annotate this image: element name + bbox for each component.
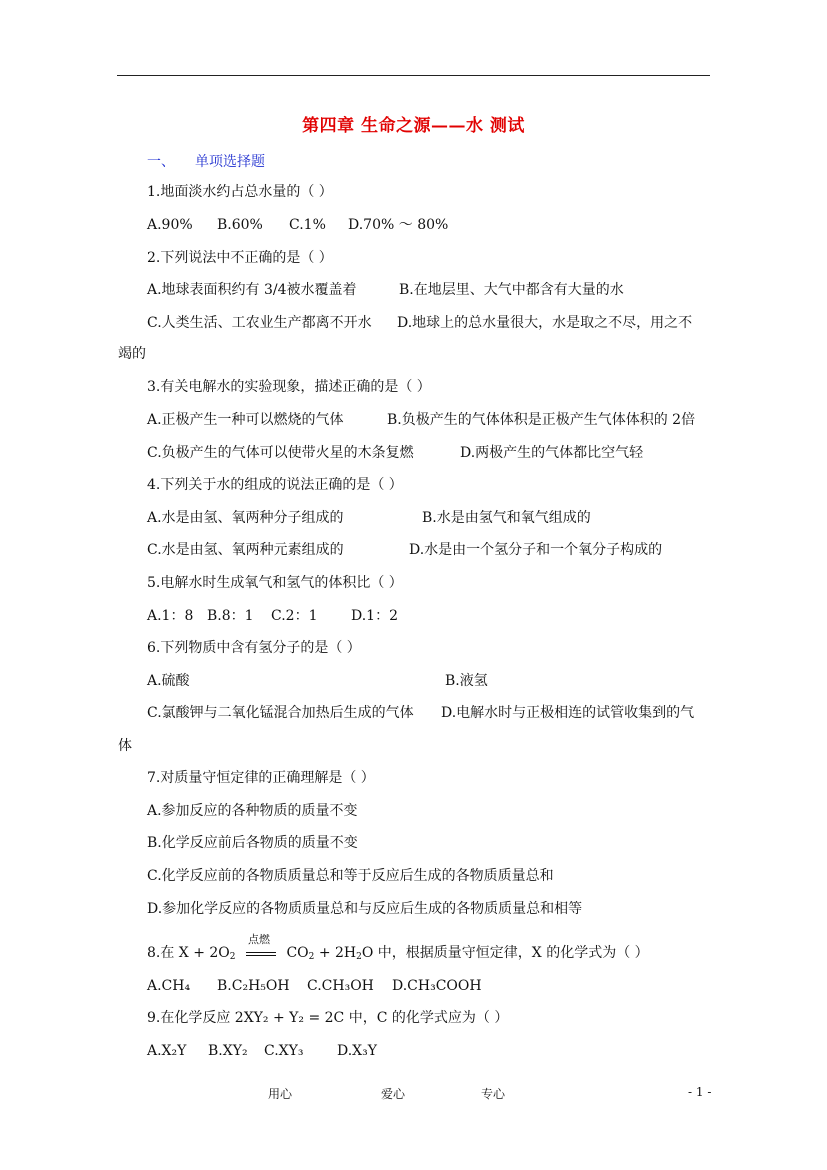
q9-option-d: D.X₃Y — [337, 1043, 377, 1059]
q4-option-a: A.水是由氢、氧两种分子组成的 — [147, 510, 344, 526]
section-number: 一、 — [147, 154, 175, 170]
q8-h-subscript: 2 — [356, 952, 362, 962]
q8-plus-h: + 2H — [314, 945, 357, 961]
q8-option-c: C.CH₃OH — [307, 978, 374, 994]
header-rule — [117, 75, 710, 76]
question-6-options-ab — [147, 672, 488, 690]
q6-option-c: C.氯酸钾与二氧化锰混合加热后生成的气体 — [147, 705, 414, 721]
q9-option-b: B.XY₂ — [208, 1043, 248, 1059]
footer-text-3: 专心 — [481, 1087, 506, 1101]
q1-option-b: B.60% — [217, 217, 263, 233]
q8-co2-subscript: 2 — [308, 952, 315, 962]
question-7-stem: 7.对质量守恒定律的正确理解是（ ） — [147, 770, 375, 786]
q5-option-c: C.2：1 — [271, 608, 318, 624]
question-1-stem: 1.地面淡水约占总水量的（ ） — [147, 184, 333, 200]
q7-option-d: D.参加化学反应的各物质质量总和与反应后生成的各物质质量总和相等 — [147, 901, 583, 917]
question-2-stem: 2.下列说法中不正确的是（ ） — [147, 250, 333, 266]
page-title: 第四章 生命之源——水 测试 — [302, 116, 525, 136]
q1-option-a: A.90% — [147, 217, 193, 233]
question-6-options-cd — [147, 704, 694, 722]
page-number: - 1 - — [688, 1085, 712, 1099]
q9-option-c: C.XY₃ — [264, 1043, 304, 1059]
q3-option-a: A.正极产生一种可以燃烧的气体 — [147, 412, 344, 428]
question-4-options-ab — [147, 509, 591, 527]
section-label: 单项选择题 — [195, 154, 265, 170]
question-2-options-cd — [147, 314, 692, 332]
equals-bar-top — [246, 952, 276, 953]
question-8-stem — [147, 932, 649, 966]
footer-text-2: 爱心 — [381, 1087, 406, 1101]
q7-option-a: A.参加反应的各种物质的质量不变 — [147, 803, 358, 819]
q4-option-d: D.水是由一个氢分子和一个氧分子构成的 — [409, 542, 663, 558]
footer-text-1: 用心 — [268, 1087, 293, 1101]
q8-condition: 点燃 — [247, 932, 270, 946]
q5-option-d: D.1：2 — [351, 608, 398, 624]
q2-option-d: D.地球上的总水量很大，水是取之不尽，用之不 — [397, 315, 693, 331]
q8-option-a: A.CH₄ — [147, 978, 191, 994]
q2-option-d-continued: 竭的 — [118, 346, 146, 362]
q5-option-a: A.1：8 — [147, 608, 194, 624]
q9-option-a: A.X₂Y — [147, 1043, 187, 1059]
q8-reactants: 8.在 X + 2O — [147, 945, 230, 961]
q3-option-b: B.负极产生的气体体积是正极产生气体体积的 2倍 — [387, 412, 696, 428]
question-9-options — [147, 1042, 377, 1060]
q7-option-c: C.化学反应前的各物质质量总和等于反应后生成的各物质质量总和 — [147, 868, 554, 884]
question-3-options-cd — [147, 444, 643, 462]
q8-o2-subscript: 2 — [229, 952, 236, 962]
q8-option-d: D.CH₃COOH — [392, 978, 482, 994]
question-9-stem: 9.在化学反应 2XY₂ + Y₂ = 2C 中，C 的化学式应为（ ） — [147, 1010, 509, 1026]
q6-option-d-continued: 体 — [118, 738, 132, 754]
q4-option-c: C.水是由氢、氧两种元素组成的 — [147, 542, 344, 558]
q2-option-c: C.人类生活、工农业生产都离不开水 — [147, 315, 372, 331]
question-6-stem: 6.下列物质中含有氢分子的是（ ） — [147, 640, 361, 656]
q3-option-d: D.两极产生的气体都比空气轻 — [460, 445, 644, 461]
q5-option-b: B.8：1 — [207, 608, 254, 624]
question-5-stem: 5.电解水时生成氧气和氢气的体积比（ ） — [147, 575, 403, 591]
equals-bar-bottom — [246, 955, 276, 956]
reaction-equals-sign — [246, 932, 276, 956]
q6-option-d: D.电解水时与正极相连的试管收集到的气 — [441, 705, 695, 721]
q1-option-c: C.1% — [289, 217, 326, 233]
q2-option-a: A.地球表面积约有 3/4被水覆盖着 — [147, 282, 357, 298]
question-3-options-ab — [147, 411, 695, 429]
q6-option-b: B.液氢 — [445, 673, 488, 689]
question-8-options — [147, 977, 482, 995]
question-2-options-ab — [147, 281, 624, 299]
q7-option-b: B.化学反应前后各物质的质量不变 — [147, 835, 358, 851]
question-1-options — [147, 216, 448, 234]
q6-option-a: A.硫酸 — [147, 673, 190, 689]
section-heading — [147, 151, 265, 171]
question-4-options-cd — [147, 541, 662, 559]
q8-option-b: B.C₂H₅OH — [217, 978, 290, 994]
q2-option-b: B.在地层里、大气中都含有大量的水 — [399, 282, 624, 298]
q8-tail: O 中，根据质量守恒定律，X 的化学式为（ ） — [361, 945, 649, 961]
question-3-stem: 3.有关电解水的实验现象，描述正确的是（ ） — [147, 379, 431, 395]
question-4-stem: 4.下列关于水的组成的说法正确的是（ ） — [147, 477, 403, 493]
q1-option-d: D.70% ～ 80% — [348, 217, 449, 233]
q4-option-b: B.水是由氢气和氧气组成的 — [422, 510, 591, 526]
q3-option-c: C.负极产生的气体可以使带火星的木条复燃 — [147, 445, 414, 461]
q8-co2: CO — [286, 945, 309, 961]
question-5-options — [147, 607, 398, 625]
